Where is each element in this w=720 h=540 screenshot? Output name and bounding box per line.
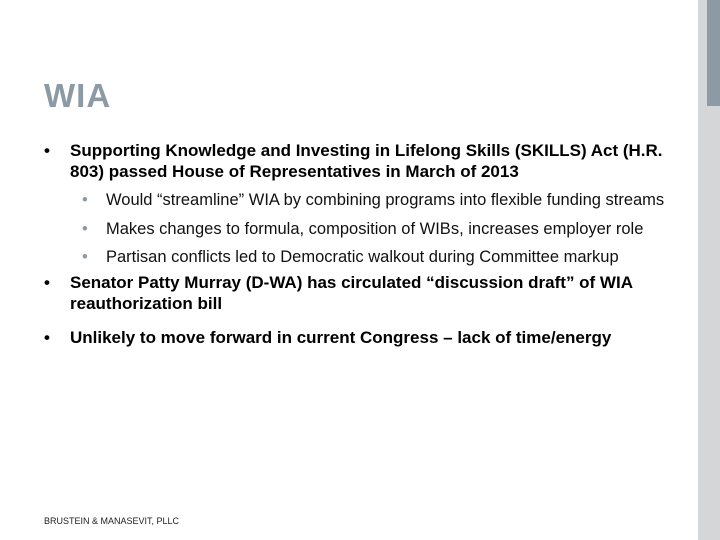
slide-content xyxy=(44,140,674,348)
sub-bullet-item xyxy=(44,220,674,240)
footer-text: BRUSTEIN & MANASEVIT, PLLC xyxy=(44,516,180,526)
bullet-text: Senator Patty Murray (D-WA) has circulated “discussion draft” of WIA reauthorization bill xyxy=(70,272,633,313)
sub-bullet-dot-icon: • xyxy=(82,219,88,238)
sub-bullet-dot-icon: • xyxy=(82,191,88,209)
bullet-dot-icon: • xyxy=(44,272,50,292)
side-accent-bar xyxy=(707,0,720,106)
bullet-item xyxy=(44,272,674,314)
sub-bullet-dot-icon: • xyxy=(82,248,88,266)
sub-bullet-text: Would “streamline” WIA by combining programs into flexible funding streams xyxy=(106,191,665,209)
bullet-text: Supporting Knowledge and Investing in Lifelong Skills (SKILLS) Act (H.R. 803) passed House of Representatives in March of 2013 xyxy=(70,141,663,181)
slide-title: WIA xyxy=(44,77,112,114)
bullet-item xyxy=(44,140,674,182)
sub-bullet-text: Makes changes to formula, composition of WIBs, increases employer role xyxy=(106,219,644,238)
bullet-dot-icon: • xyxy=(44,327,50,347)
sub-bullet-item xyxy=(44,191,674,211)
bullet-item xyxy=(44,327,674,348)
sub-bullet-text: Partisan conflicts led to Democratic walkout during Committee markup xyxy=(106,248,619,266)
bullet-text: Unlikely to move forward in current Congress – lack of time/energy xyxy=(70,327,612,347)
bullet-dot-icon: • xyxy=(44,141,50,160)
sub-bullet-item xyxy=(44,248,674,268)
